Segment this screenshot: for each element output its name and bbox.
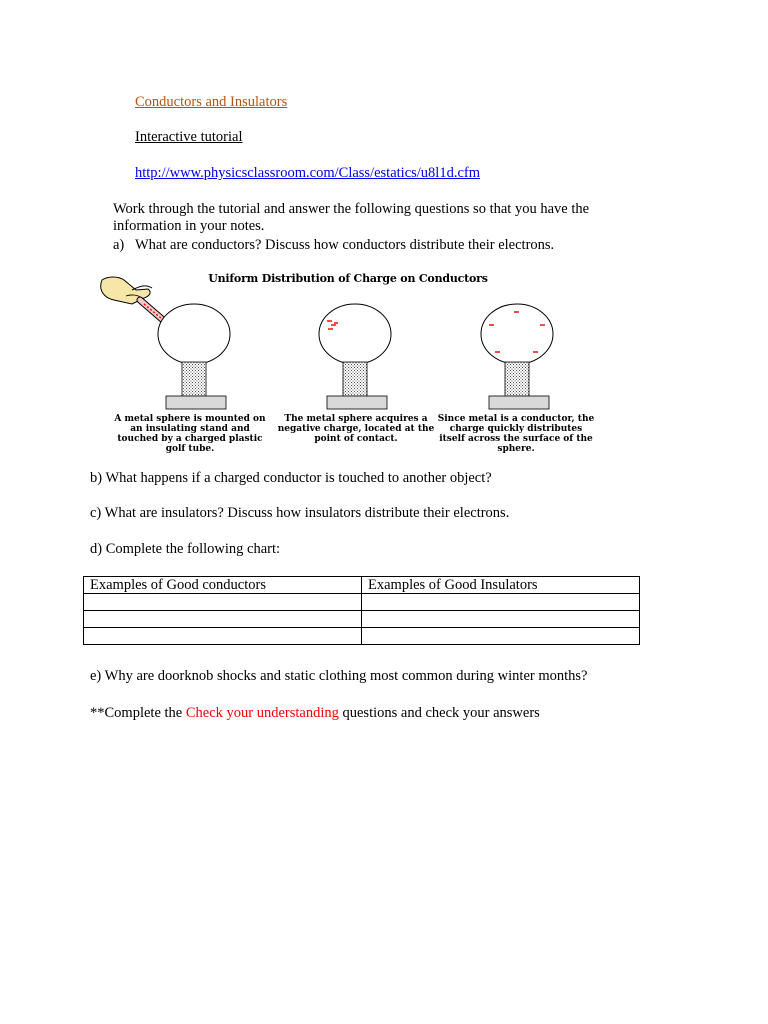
question-e: e) Why are doorknob shocks and static clothing most common during winter months?: [90, 668, 588, 684]
intro-line-2: information in your notes.: [113, 218, 265, 234]
question-a: What are conductors? Discuss how conductors distribute their electrons.: [135, 237, 555, 253]
examples-chart: [83, 576, 640, 645]
sphere-1: [158, 304, 230, 409]
table-cell[interactable]: [362, 611, 640, 628]
question-b: b) What happens if a charged conductor is touched to another object?: [90, 470, 492, 486]
table-cell[interactable]: [84, 594, 362, 611]
final-prefix: **Complete the: [90, 705, 186, 721]
header-insulators: Examples of Good Insulators: [362, 577, 640, 594]
final-instruction: [90, 705, 540, 722]
header-conductors: Examples of Good conductors: [84, 577, 362, 594]
table-cell[interactable]: [84, 611, 362, 628]
tutorial-link[interactable]: Interactive tutorial: [135, 129, 243, 145]
table-row: [84, 611, 640, 628]
intro-line-1: Work through the tutorial and answer the following questions so that you have the: [113, 201, 590, 217]
table-row: [84, 628, 640, 645]
sphere-3: [481, 304, 553, 409]
table-cell[interactable]: [362, 594, 640, 611]
table-row: [84, 594, 640, 611]
question-d: d) Complete the following chart:: [90, 541, 281, 557]
url-link[interactable]: http://www.physicsclassroom.com/Class/estatics/u8l1d.cfm: [135, 165, 481, 181]
sphere-2: [319, 304, 391, 409]
figure-caption-2: The metal sphere acquires a negative charge, located at the point of contact.: [277, 414, 435, 444]
table-header-row: [84, 577, 640, 594]
figure-title: Uniform Distribution of Charge on Conductors: [208, 272, 488, 285]
final-suffix: questions and check your answers: [338, 705, 540, 721]
question-a-label: a): [113, 237, 125, 253]
title-link[interactable]: Conductors and Insulators: [135, 94, 288, 110]
question-c: c) What are insulators? Discuss how insulators distribute their electrons.: [90, 505, 510, 521]
table-cell[interactable]: [84, 628, 362, 645]
charge-distribution-figure: [96, 268, 600, 454]
check-understanding-link[interactable]: Check your understanding: [185, 705, 339, 721]
figure-caption-1: A metal sphere is mounted on an insulating stand and touched by a charged plastic golf tube.: [114, 414, 266, 454]
table-cell[interactable]: [362, 628, 640, 645]
figure-caption-3: Since metal is a conductor, the charge quickly distributes itself across the surface of the sphere.: [437, 414, 595, 454]
